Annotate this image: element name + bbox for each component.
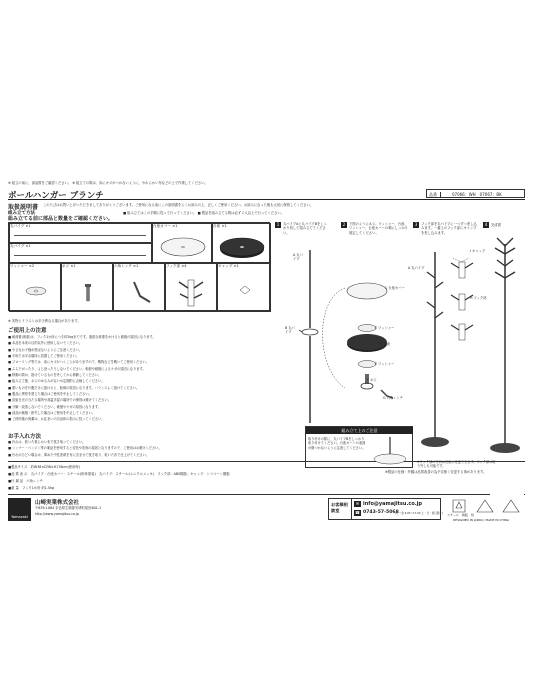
part-C (152, 223, 212, 263)
care-note: ■ 汚れは、乾いた柔らかい布で拭き取ってください。 (8, 440, 86, 444)
label-washer-2: E ワッシャー (375, 362, 395, 366)
contact-divider (351, 499, 352, 519)
usage-note: ■ フローリング等では、床にキズがつくことがありますので、敷物などを敷いてご使用ください。 (8, 360, 149, 365)
part-C-label: 台座カバー ×1 (153, 224, 178, 228)
hex-wrench-icon (114, 264, 166, 313)
recycle-labels (447, 513, 474, 517)
step-1-text: 丸パイプAと丸パイプBをしっかり回して組み立ててください。 (283, 222, 327, 235)
parts-note: ■ 組み立てはこの手順に従って行ってください。 ■ 製品を組み立てる際は必ず２人以上で行ってください。 (123, 211, 285, 215)
manual-note: このたびはお買い上げいただきましてありがとうございます。ご使用になる前にこの説明書をよくお読みの上、正しくご使用ください。お読みになった後も大切に保管してください。 (43, 203, 314, 207)
caution-box (305, 426, 413, 468)
usage-note: ■ ご使用後の廃棄は、お住まいの自治体の指示に従ってください。 (8, 417, 105, 422)
spec-label: ■製品サイズ (8, 465, 28, 469)
company-address: 〒639-1064 奈良県生駒郡安堵町窪田601-1 (35, 506, 102, 510)
label-hook: H フック部 (470, 296, 487, 300)
usage-note: ■ ぶら下がったり、よじ登ったりしないでください。転倒や破損によるケガの原因になります。 (8, 366, 146, 371)
part-D-label: 台座 ×1 (213, 224, 227, 228)
usage-note: ■ 直射日光の当たる場所や高温多湿の場所での保管は避けてください。 (8, 398, 111, 403)
usage-note: ■ 重いものを片側だけに掛けると、転倒の原因になります。バランスよく掛けてください。 (8, 385, 140, 390)
part-I-label: キャップ ×1 (218, 264, 239, 268)
usage-note: ■ 小さなお子様が遊ばないようにご注意ください。 (8, 347, 83, 352)
step-2-number: 2 (342, 222, 346, 227)
part-F (61, 263, 113, 312)
screw-icon (62, 264, 114, 313)
part-B (9, 243, 152, 263)
cap-icon (218, 264, 272, 313)
contact-email[interactable]: info@yamajitsu.co.jp (363, 501, 422, 507)
spec-value: 六角レンチ (26, 479, 43, 483)
usage-note: ■ 本品を本来の目的以外に使用しないでください。 (8, 341, 83, 346)
step-2-text: 下図のようにネジ、ワッシャー、台座、ワッシャー、台座カバーの順にしっかり固定してください。 (349, 222, 408, 235)
usage-notes (8, 334, 156, 423)
label-base: D 台座 (380, 342, 391, 346)
care-note: ■ シンナー・ベンジン等の薬品を使用すると変色や変形の原因となりますので、ご使用はお避けください。 (8, 446, 162, 451)
care-note: ■ 汚れがひどい場合は、薄めた中性洗剤を布に含ませて拭き取り、乾いた布で仕上げてください。 (8, 452, 150, 457)
phone-icon: ☎ (355, 510, 360, 515)
part-D (212, 223, 271, 263)
step-3-text: フック部を丸パイプに一つずつ差し込みます。一番上のフック部にキャップを差し込みます。 (421, 222, 477, 235)
pipe-a-drawing (14, 235, 146, 236)
assembly-heading: 組み立て方法 (8, 211, 35, 216)
recycle-label: 紙 (470, 513, 474, 517)
step-3-number: 3 (414, 222, 418, 227)
caution-figure (368, 435, 412, 467)
footer-rule (8, 494, 525, 495)
label-pipe-a: A 丸パイプ (293, 253, 303, 261)
base-icon (213, 224, 272, 264)
top-notice: ※ 組立の前に、部品数をご確認ください。 ※ 組立ての際は、床にキズがつかないように、やわらかい布などの上で作業してください。 (8, 181, 208, 185)
washer-icon (10, 264, 62, 313)
page-title: ポールハンガー ブランチ (8, 191, 104, 201)
parts-heading: 組み立てる前に部品と数量をご確認ください。 (8, 216, 114, 222)
recycle-label: 樹脂 (461, 513, 468, 517)
recycle-mark-icon (475, 498, 495, 518)
barcode-icon (490, 492, 524, 498)
label-screw: F ネジ (367, 378, 377, 382)
label-pipe-b: B 丸パイプ (285, 326, 295, 334)
contact-hours: (月〜金 9:00〜17:00 土・日・祝日除く) (395, 512, 444, 515)
label-washer-1: E ワッシャー (375, 326, 395, 330)
recycle-label: スチール (447, 513, 459, 517)
product-no-box (426, 189, 525, 198)
company-name: 山崎実業株式会社 (35, 500, 80, 506)
usage-heading: ご使用上の注意 (8, 328, 47, 334)
usage-note: ■ 組み立て後、ネジのゆるみがないか定期的に点検してください。 (8, 379, 105, 384)
usage-note: ■ 分解・改造しないでください。破損やケガの原因になります。 (8, 404, 101, 409)
spec-value: 丸パイプ・台座カバー：スチール(粉体塗装) 丸パイプ：スチール(ユニクロメッキ) フック部：ABS樹脂／キャップ：シリコーン樹脂 (30, 472, 230, 476)
title-rule (8, 199, 525, 200)
company-url: http://www.yamajitsu.co.jp (35, 512, 79, 516)
made-in: DESIGNED IN JAPAN / MADE IN CHINA (453, 518, 509, 522)
label-wrench: G 六角レンチ (383, 396, 404, 400)
parts-box (8, 222, 270, 311)
final-note: ※フック部の方向は自由に変更できます。フック部は取り外しも可能です。 (417, 460, 496, 469)
contact-label: お客様相談室 (331, 502, 348, 513)
part-F-label: ネジ ×1 (62, 264, 76, 268)
label-cover: C 台座カバー (385, 286, 405, 290)
usage-note: ■ 平坦で水平な場所に設置してご使用ください。 (8, 354, 79, 359)
product-no: 07066：WH 07067：BK (452, 191, 502, 197)
part-G (113, 263, 165, 312)
usage-note: ■ 部品が破損・紛失した場合はご使用を中止してください。 (8, 411, 95, 416)
caution-title: 組み立て上のご注意 (306, 427, 413, 434)
company-logo: Yamazaki (8, 498, 31, 521)
usage-note: ■ 製品に異常を感じた場合はご使用を中止してください。 (8, 392, 92, 397)
label-pipe-a3: A 丸パイプ (408, 266, 425, 270)
spec-label: ■重 量 (8, 486, 19, 490)
pipe-b-drawing (14, 255, 146, 256)
step-1-number: 1 (276, 222, 280, 227)
mail-icon: ✉ (355, 501, 360, 506)
spec-value: フック1か所 約1.5kg (22, 486, 55, 490)
specs (8, 464, 230, 492)
usage-note: ■ 移動の際は、掛けているものを外してから移動してください。 (8, 373, 102, 378)
part-A (9, 223, 152, 243)
contact-box (328, 498, 444, 520)
part-H-label: フック部 ×4 (166, 264, 187, 268)
hook-icon (166, 264, 218, 313)
spec-note: ※製品の仕様・外観は品質改善の為予告無く変更する事があります。 (385, 470, 487, 474)
spec-label: ■付 属 品 (8, 479, 24, 483)
step-4-number: 4 (484, 222, 488, 227)
part-H (165, 263, 217, 312)
caution-text: 取り付けの際に、丸パイプBをしっかり取り付けてください。台座カバーの表面が傷つかないように注意してください。 (308, 437, 366, 450)
illustration-note: ※ 実物とイラストは多少異なる場合があります。 (8, 319, 81, 323)
manual-sheet (5, 178, 528, 523)
step-4-text: 完成図 (491, 223, 501, 227)
care-heading: お手入れ方法 (8, 434, 42, 440)
product-no-label: 品番 (429, 192, 441, 197)
part-B-label: 丸パイプ ×1 (10, 244, 31, 248)
part-E (9, 263, 61, 312)
base-cover-icon (153, 224, 213, 264)
hook-stack-figure (447, 258, 477, 348)
part-G-label: 六角レンチ ×1 (114, 264, 139, 268)
spec-label: ■品 質 表 示 (8, 472, 28, 476)
usage-note: ■ 耐荷重(荷重)は、フック1か所につき約2kgまでです。過度な荷重をかけると破損の原因になります。 (8, 335, 156, 339)
part-A-label: 丸パイプ ×1 (10, 224, 31, 228)
finished-hanger-figure (485, 234, 525, 459)
spec-value: 約W38×D38×H176cm(使用時) (30, 465, 80, 469)
part-E-label: ワッシャー ×2 (10, 264, 35, 268)
manual-label: 取扱説明書 (8, 204, 39, 211)
part-I (217, 263, 271, 312)
recycle-mark-icon (501, 498, 521, 518)
care-notes (8, 439, 162, 458)
label-cap: I キャップ (470, 249, 486, 253)
contact-phone: 0743-57-5068 (363, 510, 399, 515)
